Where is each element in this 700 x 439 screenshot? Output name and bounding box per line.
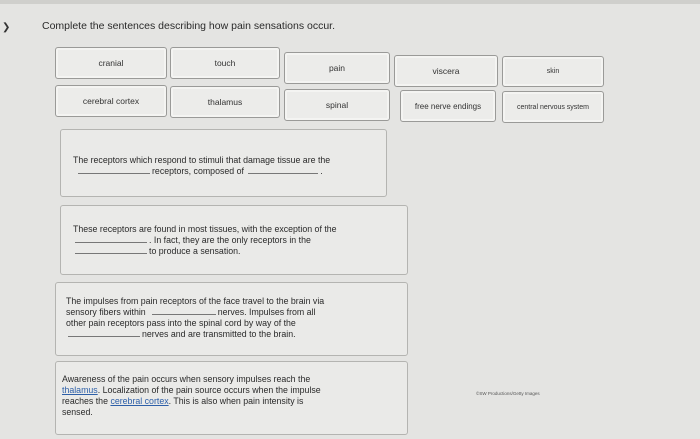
sentence-4-line-2: . Localization of the pain source occurs when the impulse	[97, 385, 321, 395]
word-tile-thalamus[interactable]: thalamus	[170, 86, 280, 118]
word-tile-pain[interactable]: pain	[284, 52, 390, 84]
sentence-box-3	[55, 282, 408, 356]
blank-6[interactable]	[68, 329, 140, 337]
sentence-box-4	[55, 361, 408, 435]
chevron-right-icon: ❯	[2, 22, 11, 33]
word-tile-touch[interactable]: touch	[170, 47, 280, 79]
word-tile-central-nervous-system[interactable]: central nervous system	[502, 91, 604, 123]
image-credit: ©SW Productions/Getty Images	[476, 391, 540, 396]
sentence-3-line-2b: nerves. Impulses from all	[217, 307, 316, 317]
sentence-4-line-4: sensed.	[62, 407, 93, 417]
instruction-text: Complete the sentences describing how pain sensations occur.	[42, 20, 336, 32]
sentence-box-1	[60, 129, 387, 197]
blank-4[interactable]	[75, 246, 147, 254]
sentence-4-line-3: . This is also when pain intensity is	[168, 396, 304, 406]
sentence-4-line-3a: reaches the	[62, 396, 108, 406]
word-tile-cranial[interactable]: cranial	[55, 47, 167, 79]
blank-2[interactable]	[248, 166, 318, 174]
sentence-3-line-1: The impulses from pain receptors of the face travel to the brain via	[66, 296, 325, 306]
sentence-1-end: .	[320, 166, 323, 176]
top-border	[0, 0, 700, 4]
sentence-3-line-3: other pain receptors pass into the spinal cord by way of the	[66, 318, 296, 328]
word-tile-free-nerve-endings[interactable]: free nerve endings	[400, 90, 496, 122]
blank-1[interactable]	[78, 166, 150, 174]
sentence-3-line-4: nerves and are transmitted to the brain.	[142, 329, 296, 339]
word-tile-skin[interactable]: skin	[502, 56, 604, 87]
blank-5[interactable]	[152, 307, 216, 315]
answer-cerebral-cortex[interactable]: cerebral cortex	[110, 396, 169, 406]
blank-3[interactable]	[75, 235, 147, 243]
sentence-2-line-1: These receptors are found in most tissues, with the exception of the	[73, 224, 337, 234]
sentence-3-line-2a: sensory fibers within	[66, 307, 146, 317]
sentence-2-line-2: . In fact, they are the only receptors in the	[149, 235, 311, 245]
sentence-1-line-1: The receptors which respond to stimuli that damage tissue are the	[73, 155, 331, 165]
sentence-4-line-1: Awareness of the pain occurs when sensory impulses reach the	[62, 374, 311, 384]
sentence-1-line-2: receptors, composed of	[152, 166, 244, 176]
word-tile-cerebral-cortex[interactable]: cerebral cortex	[55, 85, 167, 117]
sentence-2-line-3: to produce a sensation.	[149, 246, 241, 256]
word-tile-viscera[interactable]: viscera	[394, 55, 498, 87]
word-tile-spinal[interactable]: spinal	[284, 89, 390, 121]
answer-thalamus[interactable]: thalamus	[62, 385, 98, 395]
sentence-box-2	[60, 205, 408, 275]
